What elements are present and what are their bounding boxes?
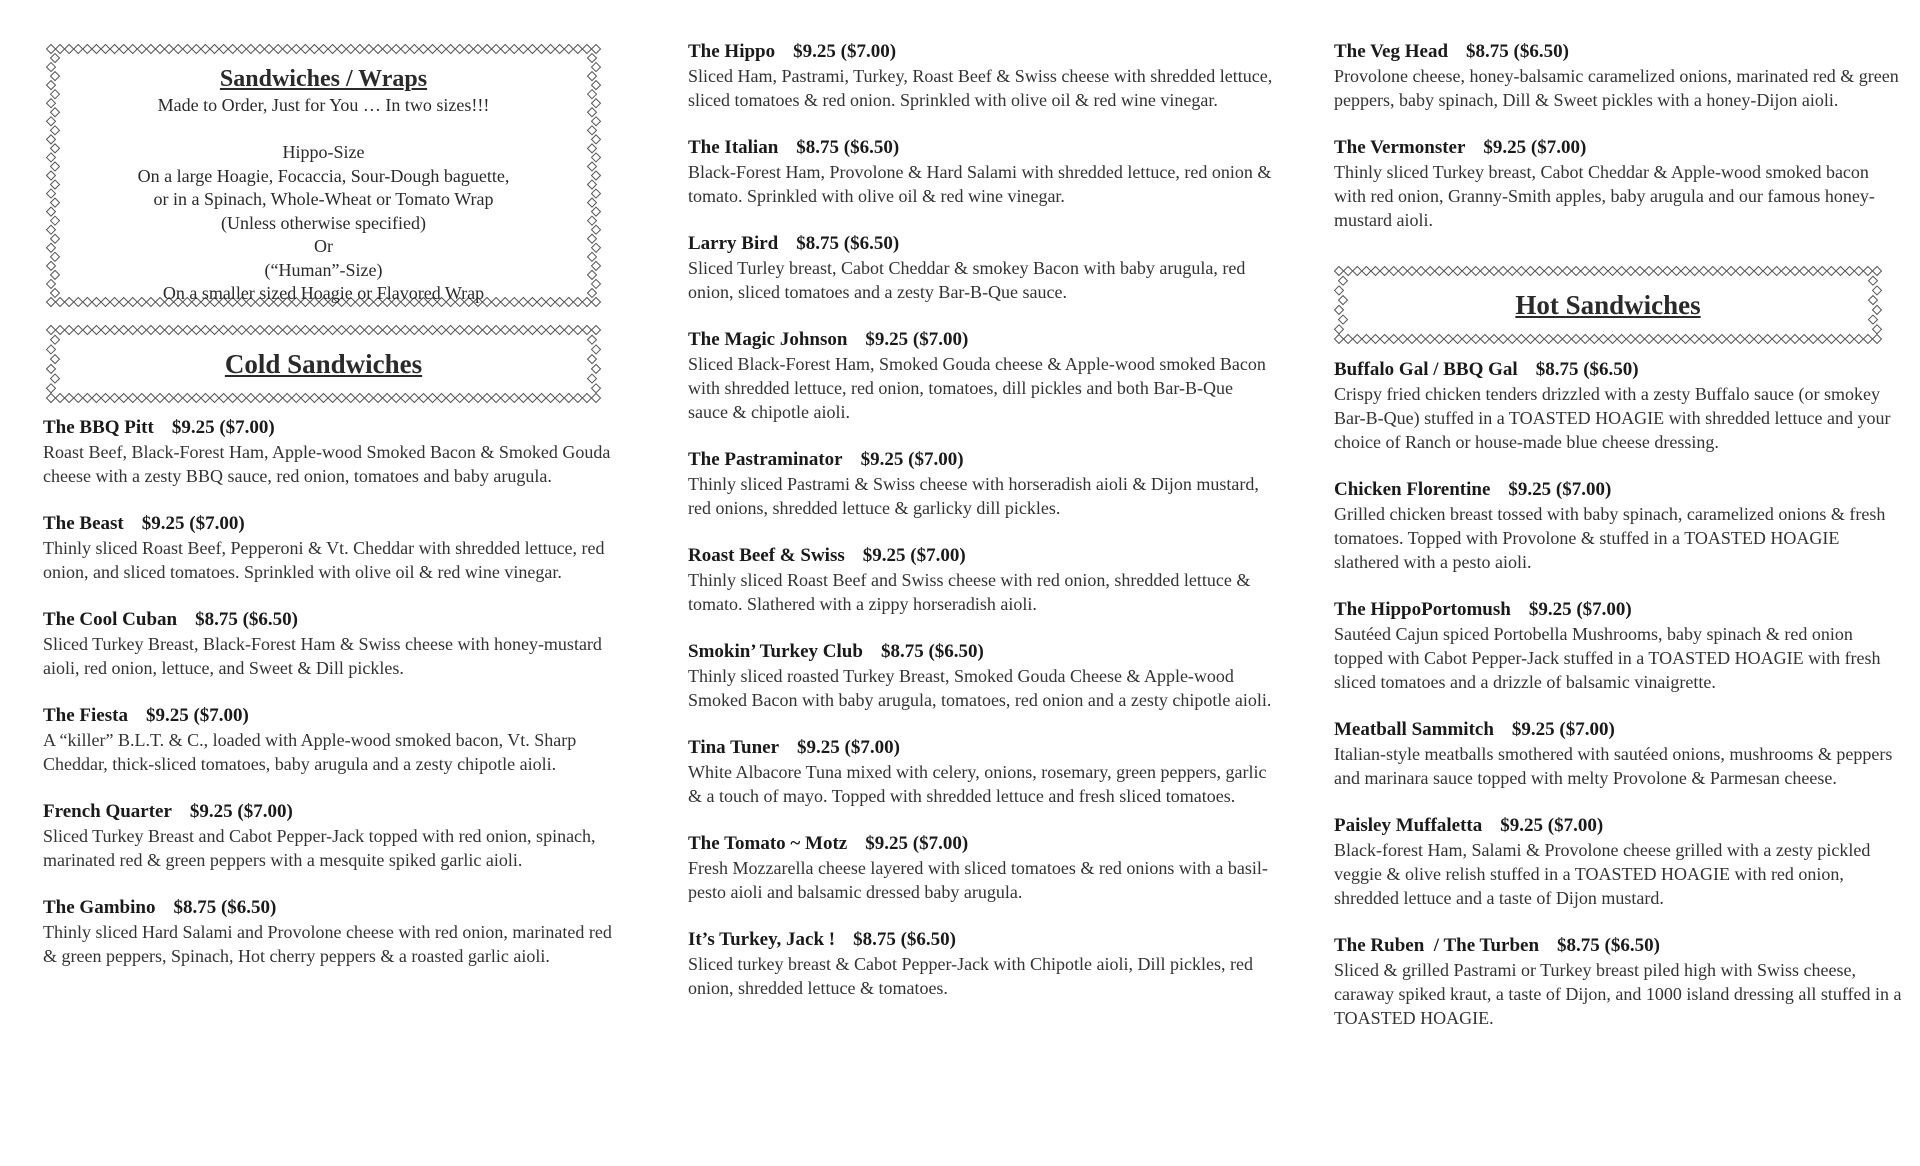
menu-item-price: $8.75 ($6.50): [880, 641, 984, 662]
menu-item-heading: [688, 136, 1273, 160]
menu-item-heading: [688, 232, 1273, 256]
menu-item-description: Fresh Mozzarella cheese layered with sliced tomatoes & red onions with a basil-pesto aioli and balsamic dressed baby arugula.: [688, 858, 1268, 902]
menu-item-description: Thinly sliced roasted Turkey Breast, Smoked Gouda Cheese & Apple-wood Smoked Bacon with baby arugula, tomatoes, red onion and a zesty chipotle aioli.: [688, 666, 1272, 710]
menu-item-name: The Hippo: [688, 41, 776, 62]
menu-item: [43, 896, 623, 968]
menu-item-description: Sliced Ham, Pastrami, Turkey, Roast Beef & Swiss cheese with shredded lettuce, sliced tomatoes & red onion. Sprinkled with olive oil & red wine vinegar.: [688, 66, 1273, 110]
menu-item-description: Thinly sliced Pastrami & Swiss cheese with horseradish aioli & Dijon mustard, red onions, shredded lettuce & garlicky dill pickles.: [688, 474, 1259, 518]
menu-item-name: The Pastraminator: [688, 449, 843, 470]
menu-item: [688, 40, 1273, 112]
menu-item-name: The Fiesta: [43, 705, 128, 726]
menu-item-heading: [1334, 814, 1904, 838]
menu-item-name: Paisley Muffaletta: [1334, 815, 1483, 836]
menu-item-name: Buffalo Gal / BBQ Gal: [1334, 359, 1518, 380]
menu-item-heading: [688, 40, 1273, 64]
menu-item-price: $9.25 ($7.00): [1511, 719, 1615, 740]
menu-item-name: French Quarter: [43, 801, 172, 822]
menu-item: [688, 448, 1273, 520]
menu-item-name: Meatball Sammitch: [1334, 719, 1494, 740]
menu-item-name: The BBQ Pitt: [43, 417, 154, 438]
menu-item-price: $9.25 ($7.00): [1483, 137, 1587, 158]
menu-item-heading: [688, 448, 1273, 472]
menu-item-name: Roast Beef & Swiss: [688, 545, 845, 566]
hot-sandwiches-header-box: [1334, 266, 1882, 344]
menu-item-price: $9.25 ($7.00): [1508, 479, 1612, 500]
menu-item-name: The Ruben / The Turben: [1334, 935, 1540, 956]
menu-item-description: Black-Forest Ham, Provolone & Hard Salami with shredded lettuce, red onion & tomato. Sprinkled with olive oil & red wine vinegar.: [688, 162, 1272, 206]
menu-item-price: $9.25 ($7.00): [171, 417, 275, 438]
menu-item: [688, 640, 1273, 712]
menu-item-price: $9.25 ($7.00): [145, 705, 249, 726]
menu-item-price: $9.25 ($7.00): [189, 801, 293, 822]
menu-item-description: Thinly sliced Roast Beef, Pepperoni & Vt. Cheddar with shredded lettuce, red onion, and sliced tomatoes. Sprinkled with olive oil & red wine vinegar.: [43, 538, 605, 582]
menu-item-description: Thinly sliced Hard Salami and Provolone cheese with red onion, marinated red & green peppers, Spinach, Hot cherry peppers & a roasted garlic aioli.: [43, 922, 612, 966]
menu-item-description: Sliced Turkey Breast and Cabot Pepper-Jack topped with red onion, spinach, marinated red & green peppers with a mesquite spiked garlic aioli.: [43, 826, 596, 870]
menu-item-heading: [1334, 40, 1904, 64]
sizes-line: Made to Order, Just for You … In two sizes!!!: [157, 95, 490, 115]
menu-item: [1334, 814, 1904, 910]
menu-item-description: Roast Beef, Black-Forest Ham, Apple-wood Smoked Bacon & Smoked Gouda cheese with a zesty BBQ sauce, red onion, tomatoes and baby arugula.: [43, 442, 611, 486]
menu-item-description: Sliced turkey breast & Cabot Pepper-Jack with Chipotle aioli, Dill pickles, red onion, shredded lettuce & tomatoes.: [688, 954, 1254, 998]
menu-item-heading: [688, 544, 1273, 568]
menu-item: [1334, 598, 1904, 694]
menu-item-heading: [43, 800, 623, 824]
menu-item-name: Chicken Florentine: [1334, 479, 1491, 500]
sizes-line: or in a Spinach, Whole-Wheat or Tomato Wrap: [153, 189, 494, 209]
menu-item: [43, 416, 623, 488]
menu-item-heading: [1334, 718, 1904, 742]
menu-item-name: The Italian: [688, 137, 779, 158]
menu-item-heading: [688, 928, 1273, 952]
menu-item-description: Thinly sliced Roast Beef and Swiss cheese with red onion, shredded lettuce & tomato. Slathered with a zippy horseradish aioli.: [688, 570, 1251, 614]
menu-item: [688, 832, 1273, 904]
menu-item-description: Grilled chicken breast tossed with baby spinach, caramelized onions & fresh tomatoes. Topped with Provolone & stuffed in a TOASTED HOAGIE slathered with a pesto aioli.: [1334, 504, 1886, 572]
menu-item-price: $9.25 ($7.00): [797, 737, 900, 758]
menu-item-description: White Albacore Tuna mixed with celery, onions, rosemary, green peppers, garlic & a touch of mayo. Topped with shredded lettuce and fresh sliced tomatoes.: [688, 762, 1267, 806]
menu-item-name: The HippoPortomush: [1334, 599, 1511, 620]
sizes-line: Hippo-Size: [282, 142, 365, 162]
menu-item-description: Sliced & grilled Pastrami or Turkey breast piled high with Swiss cheese, caraway spiked kraut, a taste of Dijon, and 1000 island dressing all stuffed in a TOASTED HOAGIE.: [1334, 960, 1902, 1028]
menu-item: [688, 232, 1273, 304]
menu-item-name: The Cool Cuban: [43, 609, 178, 630]
menu-item-price: $8.75 ($6.50): [1535, 359, 1639, 380]
menu-item-heading: [43, 512, 623, 536]
cold-sandwiches-header-box: [46, 325, 601, 403]
menu-item-name: The Gambino: [43, 897, 156, 918]
menu-item-heading: [1334, 598, 1904, 622]
menu-item: [688, 544, 1273, 616]
menu-item: [1334, 358, 1904, 454]
menu-item-name: Smokin’ Turkey Club: [688, 641, 863, 662]
sizes-line: (“Human”-Size): [264, 259, 383, 280]
hot-sandwich-list: [1334, 358, 1904, 1030]
menu-item-heading: [688, 640, 1273, 664]
menu-item: [688, 928, 1273, 1000]
menu-item: [43, 608, 623, 680]
menu-item: [1334, 718, 1904, 790]
hot-sandwiches-title: Hot Sandwiches: [1515, 290, 1701, 320]
sizes-line: On a smaller sized Hoagie or Flavored Wrap: [162, 283, 485, 303]
menu-item-name: The Tomato ~ Motz: [688, 833, 848, 854]
menu-item-heading: [688, 328, 1273, 352]
menu-item-heading: [1334, 478, 1904, 502]
sizes-description: [46, 94, 601, 306]
cold-sandwich-list-end: [1334, 40, 1904, 232]
sizes-line: [46, 118, 601, 142]
menu-item-price: $9.25 ($7.00): [1528, 599, 1632, 620]
menu-item-price: $8.75 ($6.50): [853, 929, 957, 950]
cold-sandwich-list: [43, 416, 623, 968]
menu-item: [1334, 136, 1904, 232]
menu-item-description: Sliced Turley breast, Cabot Cheddar & smokey Bacon with baby arugula, red onion, sliced tomatoes and a zesty Bar-B-Que sauce.: [688, 258, 1246, 302]
menu-item: [43, 800, 623, 872]
menu-item-price: $8.75 ($6.50): [1466, 41, 1569, 62]
menu-item-price: $9.25 ($7.00): [862, 545, 966, 566]
menu-item-price: $9.25 ($7.00): [865, 329, 969, 350]
menu-item: [1334, 934, 1904, 1030]
menu-item: [688, 136, 1273, 208]
left-column: [43, 40, 623, 992]
menu-item-price: $9.25 ($7.00): [860, 449, 964, 470]
menu-item: [688, 736, 1273, 808]
menu-item-price: $9.25 ($7.00): [793, 41, 897, 62]
menu-item-price: $8.75 ($6.50): [173, 897, 277, 918]
sizes-title: Sandwiches / Wraps: [219, 66, 428, 92]
menu-item-heading: [43, 608, 623, 632]
menu-item-heading: [43, 704, 623, 728]
menu-item-price: $8.75 ($6.50): [1557, 935, 1660, 956]
cold-sandwiches-title: Cold Sandwiches: [224, 349, 423, 379]
menu-item: [1334, 478, 1904, 574]
menu-item-price: $8.75 ($6.50): [796, 137, 900, 158]
menu-item-heading: [43, 896, 623, 920]
menu-item-name: It’s Turkey, Jack !: [688, 929, 836, 950]
menu-item-price: $8.75 ($6.50): [195, 609, 299, 630]
menu-item-heading: [688, 736, 1273, 760]
menu-item-description: Sautéed Cajun spiced Portobella Mushrooms, baby spinach & red onion topped with Cabot Pepper-Jack stuffed in a TOASTED HOAGIE with fresh sliced tomatoes and a drizzle of balsamic vinaigrette.: [1334, 624, 1881, 692]
menu-item-price: $8.75 ($6.50): [796, 233, 900, 254]
menu-item-description: Black-forest Ham, Salami & Provolone cheese grilled with a zesty pickled veggie & olive relish stuffed in a TOASTED HOAGIE with red onion, shredded lettuce and a taste of Dijon mustard.: [1334, 840, 1871, 908]
menu-item-description: Sliced Black-Forest Ham, Smoked Gouda cheese & Apple-wood smoked Bacon with shredded lettuce, red onion, tomatoes, dill pickles and both Bar-B-Que sauce & chipotle aioli.: [688, 354, 1266, 422]
sizes-line: Or: [314, 236, 333, 256]
cold-sandwich-list-continued: [688, 40, 1273, 1000]
menu-item: [43, 512, 623, 584]
menu-item-heading: [1334, 358, 1904, 382]
middle-column: [688, 40, 1273, 1024]
sizes-line: On a large Hoagie, Focaccia, Sour-Dough baguette,: [137, 165, 510, 186]
menu-item-price: $9.25 ($7.00): [141, 513, 245, 534]
menu-item-name: Tina Tuner: [688, 737, 780, 758]
menu-item-name: Larry Bird: [688, 233, 779, 254]
menu-item-heading: [43, 416, 623, 440]
menu-item-price: $9.25 ($7.00): [865, 833, 969, 854]
sizes-info-box: [46, 44, 601, 307]
menu-item-name: The Magic Johnson: [688, 329, 848, 350]
menu-item-price: $9.25 ($7.00): [1500, 815, 1604, 836]
menu-item-description: Sliced Turkey Breast, Black-Forest Ham & Swiss cheese with honey-mustard aioli, red onion, lettuce, and Sweet & Dill pickles.: [43, 634, 602, 678]
menu-item-heading: [688, 832, 1273, 856]
menu-item-name: The Vermonster: [1334, 137, 1466, 158]
menu-item-heading: [1334, 136, 1904, 160]
menu-item-heading: [1334, 934, 1904, 958]
menu-item: [1334, 40, 1904, 112]
menu-item: [43, 704, 623, 776]
menu-item-name: The Veg Head: [1334, 41, 1449, 62]
menu-item: [688, 328, 1273, 424]
menu-item-description: Crispy fried chicken tenders drizzled with a zesty Buffalo sauce (or smokey Bar-B-Que) stuffed in a TOASTED HOAGIE with shredded lettuce and your choice of Ranch or house-made blue cheese dressing.: [1334, 384, 1891, 452]
right-column: [1334, 40, 1904, 1054]
menu-item-name: The Beast: [43, 513, 124, 534]
menu-item-description: A “killer” B.L.T. & C., loaded with Apple-wood smoked bacon, Vt. Sharp Cheddar, thick-sliced tomatoes, baby arugula and a zesty chipotle aioli.: [43, 730, 577, 774]
menu-item-description: Italian-style meatballs smothered with sautéed onions, mushrooms & peppers and marinara sauce topped with melty Provolone & Parmesan cheese.: [1334, 744, 1893, 788]
menu-item-description: Thinly sliced Turkey breast, Cabot Cheddar & Apple-wood smoked bacon with red onion, Granny-Smith apples, baby arugula and our famous honey-mustard aioli.: [1334, 162, 1875, 230]
menu-item-description: Provolone cheese, honey-balsamic caramelized onions, marinated red & green peppers, baby spinach, Dill & Sweet pickles with a honey-Dijon aioli.: [1334, 66, 1899, 110]
sizes-line: (Unless otherwise specified): [221, 212, 426, 233]
